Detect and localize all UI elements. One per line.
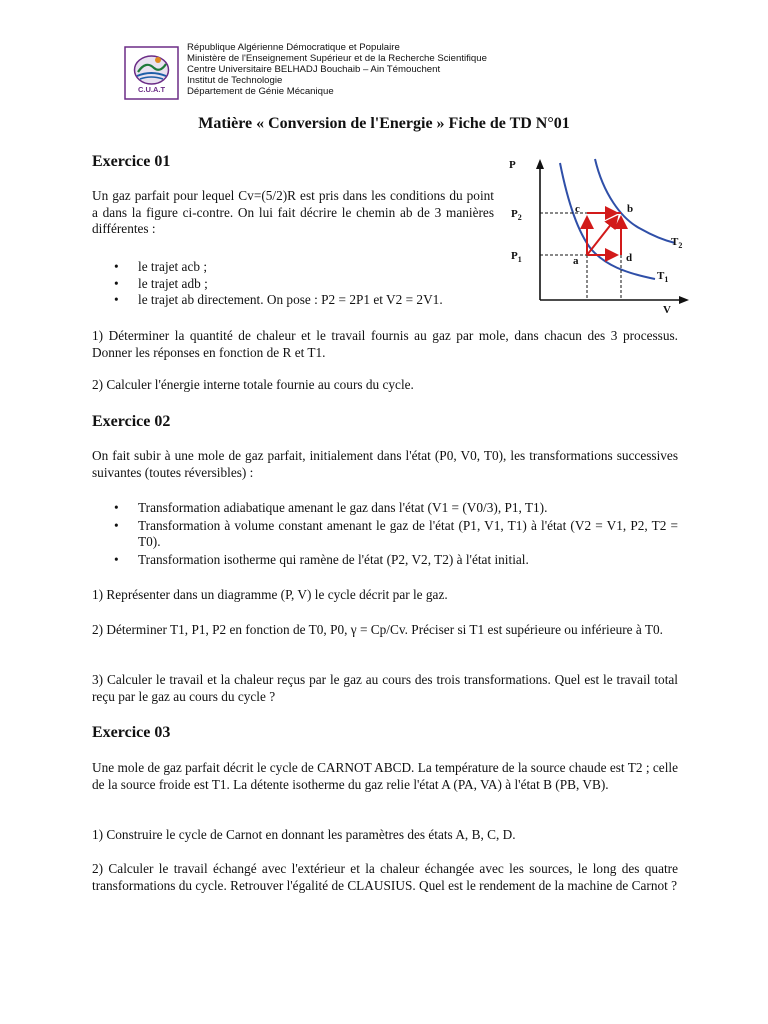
list-item: • Transformation isotherme qui ramène de l'état (P2, V2, T2) à l'état initial. <box>92 552 678 569</box>
y-axis-label: P <box>509 159 516 171</box>
exercise-1-question-1: 1) Déterminer la quantité de chaleur et le travail fournis au gaz par mole, dans chacun des 3 processus. Donner les réponses en fonction de R et T1. <box>92 328 678 360</box>
exercise-3-question-1: 1) Construire le cycle de Carnot en donnant les paramètres des états A, B, C, D. <box>92 827 516 842</box>
exercise-1-heading: Exercice 01 <box>92 153 171 170</box>
header-line-center: Centre Universitaire BELHADJ Bouchaib – Ain Témouchent <box>187 64 441 76</box>
exercise-2-transformation-list <box>92 500 678 569</box>
list-item: • le trajet acb ; <box>92 259 443 276</box>
exercise-1-question-2: 2) Calculer l'énergie interne totale fournie au cours du cycle. <box>92 377 414 392</box>
header-line-institute: Institut de Technologie <box>187 75 283 87</box>
document-title: Matière « Conversion de l'Energie » Fiche de TD N°01 <box>198 115 570 132</box>
university-logo <box>124 46 179 100</box>
exercise-1-path-list <box>92 259 443 309</box>
path-a-b <box>587 218 616 255</box>
point-a-label: a <box>573 255 579 267</box>
x-axis-arrow <box>679 296 689 304</box>
list-item: • Transformation adiabatique amenant le gaz dans l'état (V1 = (V0/3), P1, T1). <box>92 500 678 517</box>
y-axis-arrow <box>536 159 544 169</box>
list-item: • le trajet adb ; <box>92 276 443 293</box>
isotherm-t1-label: $T_1$ <box>657 270 669 284</box>
p2-label: $P_2$ <box>511 208 522 222</box>
header-line-department: Département de Génie Mécanique <box>187 86 334 98</box>
exercise-2-question-2: 2) Déterminer T1, P1, P2 en fonction de T0, P0, γ = Cp/Cv. Préciser si T1 est supérieure ou inférieure à T0. <box>92 622 663 637</box>
header-line-ministry: Ministère de l'Enseignement Supérieur et de la Recherche Scientifique <box>187 53 487 65</box>
pv-diagram <box>503 153 695 315</box>
list-item: • Transformation à volume constant amenant le gaz de l'état (P1, V1, T1) à l'état (V2 = V1, P2, T2 = T0). <box>92 518 678 551</box>
exercise-1-intro: Un gaz parfait pour lequel Cv=(5/2)R est pris dans les conditions du point a dans la figure ci-contre. On lui fait décrire le chemin ab de 3 manières différentes : <box>92 188 494 236</box>
point-c-label: c <box>575 203 580 215</box>
p1-label: $P_1$ <box>511 250 522 264</box>
exercise-2-question-3: 3) Calculer le travail et la chaleur reçus par le gaz au cours des trois transformations. Quel est le travail total reçu par le gaz au cours du cycle ? <box>92 672 678 704</box>
header-block <box>124 42 684 102</box>
point-b-label: b <box>627 203 634 215</box>
institution-lines <box>187 42 487 97</box>
isotherm-t2-label: $T_2$ <box>671 236 683 250</box>
exercise-2-heading: Exercice 02 <box>92 413 171 430</box>
point-d-label: d <box>626 252 633 264</box>
list-item: • le trajet ab directement. On pose : P2 = 2P1 et V2 = 2V1. <box>92 292 443 309</box>
exercise-3-question-2: 2) Calculer le travail échangé avec l'extérieur et la chaleur échangée avec les sources, le long des quatre transformations du cycle. Retrouver l'égalité de CLAUSIUS. Quel est le rendement de la machine de Carnot ? <box>92 861 678 893</box>
exercise-2-question-1: 1) Représenter dans un diagramme (P, V) le cycle décrit par le gaz. <box>92 587 448 602</box>
x-axis-label: V <box>663 304 671 315</box>
exercise-3-heading: Exercice 03 <box>92 724 171 741</box>
exercise-2-intro: On fait subir à une mole de gaz parfait, initialement dans l'état (P0, V0, T0), les transformations successives suivantes (toutes réversibles) : <box>92 448 678 480</box>
exercise-3-intro: Une mole de gaz parfait décrit le cycle de CARNOT ABCD. La température de la source chaude est T2 ; celle de la source froide est T1. La détente isotherme du gaz relie l'état A (PA, VA) à l'état B (PB, VB). <box>92 760 678 792</box>
header-line-republic: République Algérienne Démocratique et Populaire <box>187 42 400 53</box>
logo-text: C.U.A.T <box>137 85 166 94</box>
